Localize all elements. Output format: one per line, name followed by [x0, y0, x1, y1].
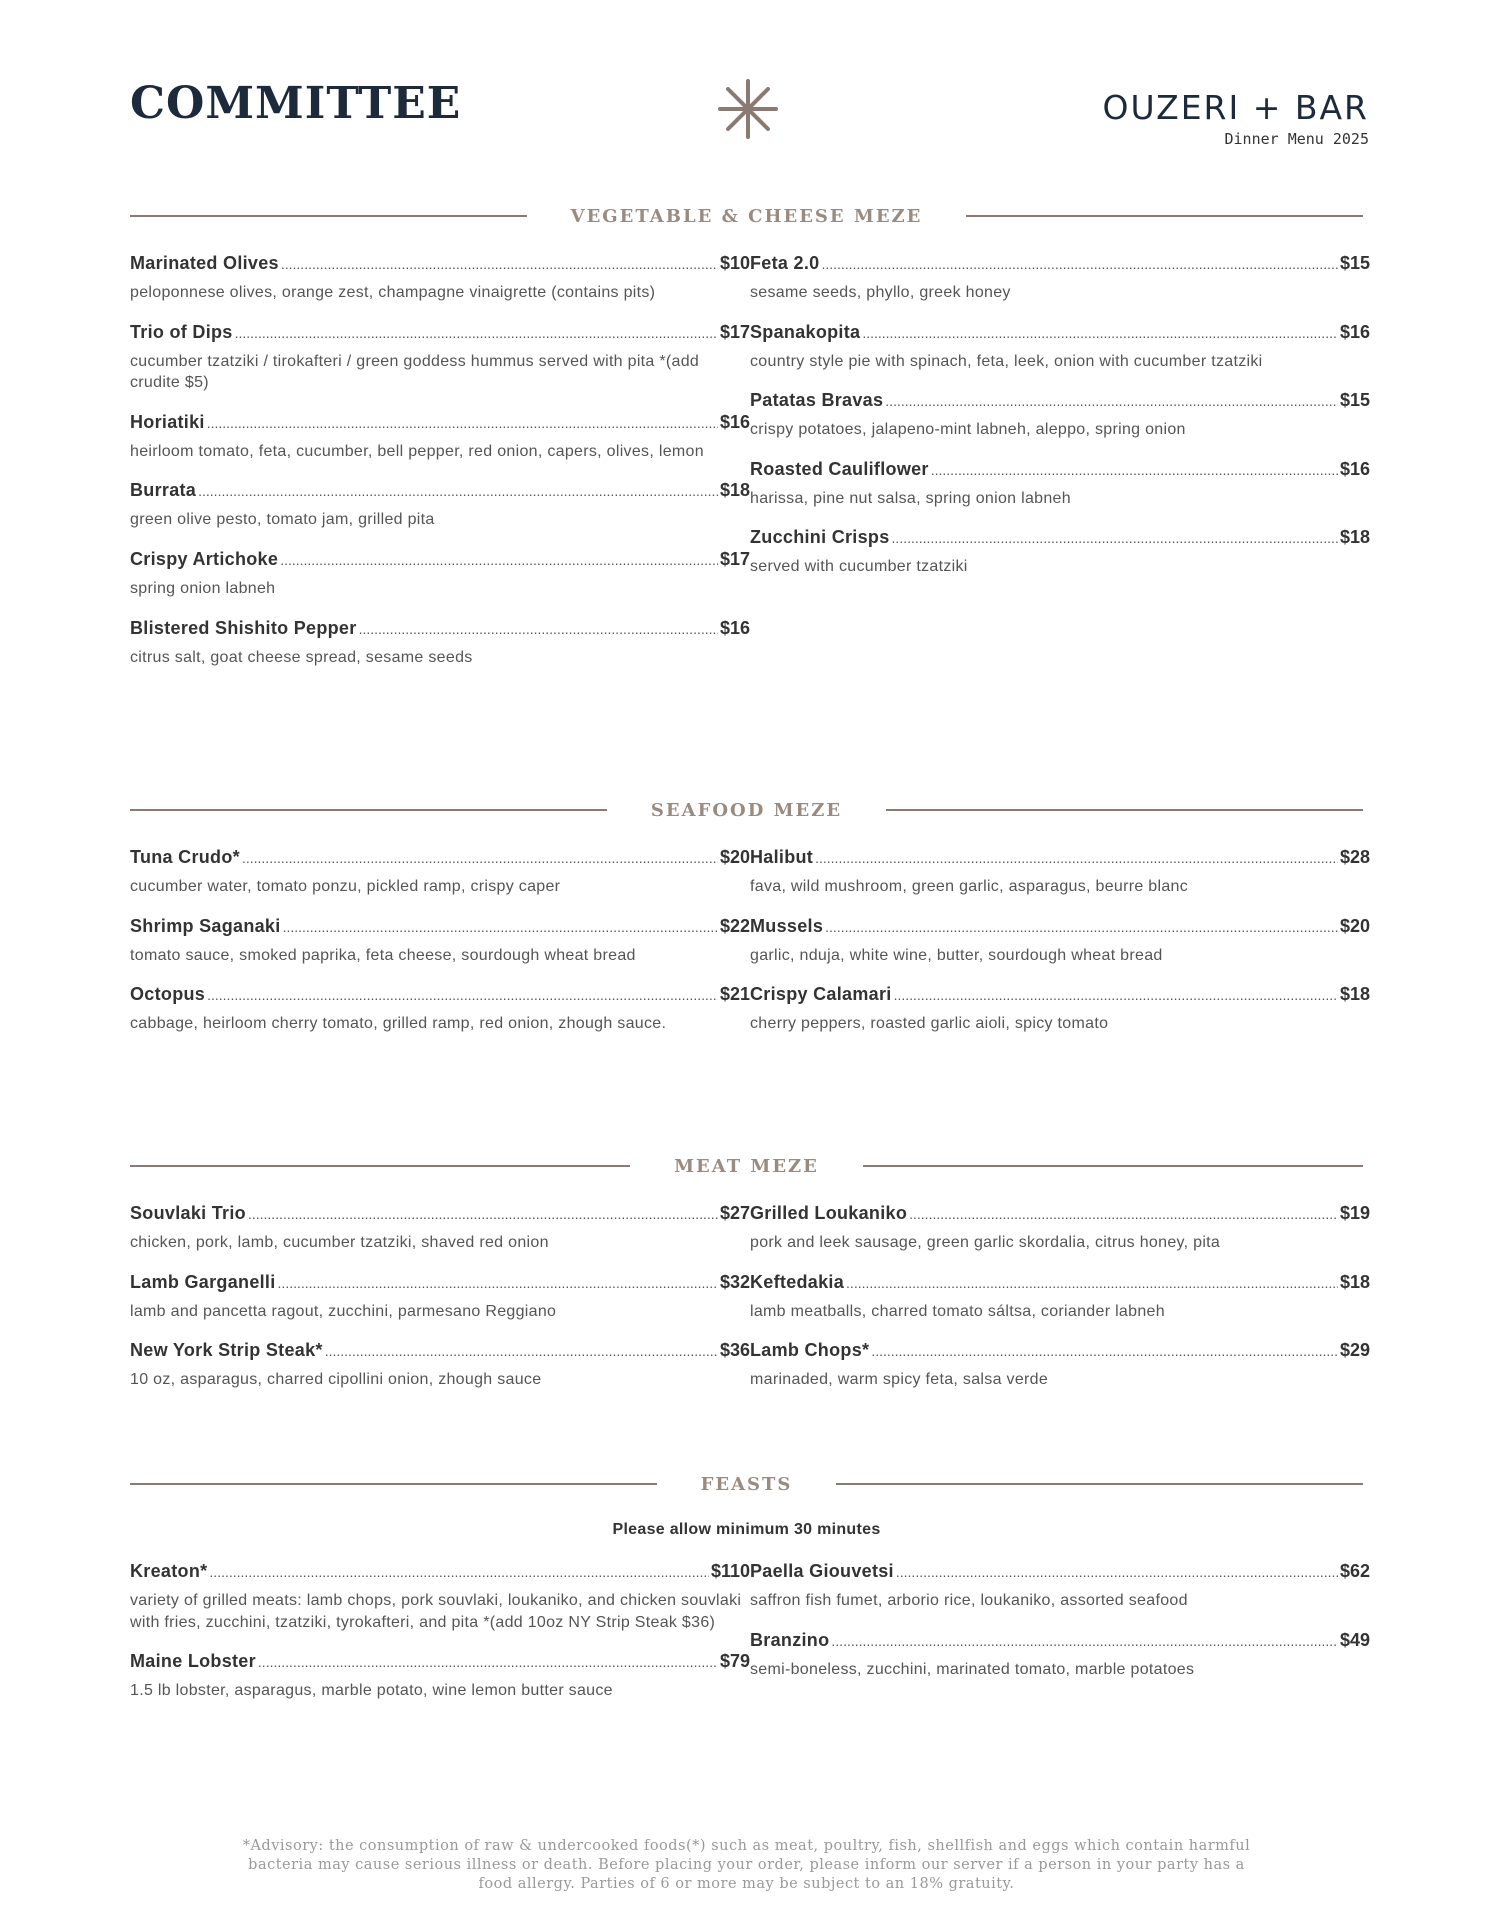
menu-item-header: [130, 412, 750, 433]
menu-item-description: cucumber water, tomato ponzu, pickled ramp, crispy caper: [130, 878, 561, 895]
menu-item-price: $79: [719, 1651, 750, 1672]
menu-item: [750, 984, 1370, 1035]
dot-leader: [862, 325, 1338, 341]
menu-item-header: [130, 1340, 750, 1361]
dot-leader: [278, 1275, 718, 1291]
section-title: FEASTS: [700, 1473, 793, 1495]
menu-item: [130, 253, 750, 304]
menu-item-name: Zucchini Crisps: [750, 527, 890, 548]
menu-item-header: [130, 253, 750, 274]
menu-item: [130, 916, 750, 967]
right-column: [750, 1561, 1370, 1720]
menu-item-header: [750, 1630, 1370, 1651]
menu-item-description: fava, wild mushroom, green garlic, asparagus, beurre blanc: [750, 878, 1189, 895]
section-meat: [130, 1151, 1370, 1409]
menu-item: [750, 1630, 1370, 1681]
menu-item-header: [750, 459, 1370, 480]
menu-item-name: Tuna Crudo*: [130, 847, 240, 867]
menu-item-description: saffron fish fumet, arborio rice, loukaniko, assorted seafood: [750, 1592, 1188, 1609]
venue-title: OUZERI + BAR: [1102, 88, 1369, 127]
menu-item: [130, 847, 750, 898]
menu-item-name: Trio of Dips: [130, 321, 233, 342]
menu-item-price: $21: [719, 984, 750, 1005]
menu-item: [130, 480, 750, 531]
menu-item: [130, 322, 750, 394]
menu-item-price: $18: [1339, 527, 1370, 548]
menu-item-name: Lamb Chops*: [750, 1340, 870, 1361]
menu-item-description: tomato sauce, smoked paprika, feta cheese, sourdough wheat bread: [130, 946, 636, 964]
menu-item-description: cabbage, heirloom cherry tomato, grilled ramp, red onion, zhough sauce.: [130, 1015, 667, 1033]
dot-leader: [909, 1206, 1338, 1222]
dot-leader: [281, 256, 718, 272]
menu-item: [130, 1651, 750, 1702]
divider: [130, 1165, 630, 1167]
menu-item-name: Souvlaki Trio: [130, 1203, 246, 1223]
menu-item-name: Mussels: [750, 915, 824, 936]
menu-item-header: [130, 549, 750, 570]
dot-leader: [359, 621, 718, 637]
menu-item-price: $17: [719, 548, 750, 569]
divider: [130, 215, 527, 217]
menu-item-description: pork and leek sausage, green garlic skordalia, citrus honey, pita: [750, 1234, 1221, 1251]
dot-leader: [831, 1633, 1338, 1649]
dot-leader: [209, 1564, 709, 1580]
menu-item-name: Halibut: [750, 847, 814, 867]
left-column: [130, 253, 750, 686]
menu-item-price: $32: [719, 1271, 750, 1292]
menu-item: [750, 322, 1370, 373]
menu-item: [130, 984, 750, 1035]
menu-item-description: garlic, nduja, white wine, butter, sourdough wheat bread: [750, 946, 1163, 964]
divider: [836, 1483, 1363, 1485]
menu-item-price: $28: [1339, 847, 1370, 867]
section-title: MEAT MEZE: [674, 1155, 819, 1177]
menu-item-price: $20: [1339, 915, 1370, 936]
feast-note: Please allow minimum 30 minutes: [612, 1521, 881, 1538]
dot-leader: [931, 462, 1338, 478]
right-column: [750, 847, 1370, 1053]
menu-item-header: [750, 1203, 1370, 1224]
asterisk-star-icon: [717, 78, 779, 140]
menu-item-description: sesame seeds, phyllo, greek honey: [750, 284, 1011, 301]
section-header: [130, 201, 1363, 231]
menu-item-description: spring onion labneh: [130, 579, 276, 597]
dot-leader: [242, 850, 718, 866]
menu-item-name: Grilled Loukaniko: [750, 1203, 908, 1223]
divider: [130, 809, 607, 811]
dot-leader: [885, 393, 1338, 409]
menu-item-price: $16: [719, 617, 750, 638]
divider: [886, 809, 1363, 811]
dot-leader: [198, 483, 718, 499]
divider: [966, 215, 1363, 217]
menu-item-header: [130, 847, 750, 868]
menu-item-description: citrus salt, goat cheese spread, sesame seeds: [130, 648, 473, 666]
menu-item-name: Keftedakia: [750, 1271, 845, 1292]
menu-item-price: $22: [719, 915, 750, 936]
menu-item: [750, 847, 1370, 898]
menu-item-price: $15: [1339, 390, 1370, 411]
dot-leader: [825, 919, 1338, 935]
menu-item-header: [750, 916, 1370, 937]
advisory-text: *Advisory: the consumption of raw & undercooked foods(*) such as meat, poultry, fish, shellfish and eggs which contain harmful bacteria may cause serious illness or death. Before placing your order, please inform our server if a person in your party has a food allergy. Parties of 6 or more may be subject to an 18% gratuity.: [242, 1838, 1251, 1892]
menu-item-header: [750, 984, 1370, 1005]
dot-leader: [258, 1654, 718, 1670]
menu-item-name: Patatas Bravas: [750, 390, 884, 411]
menu-item: [750, 1203, 1370, 1254]
menu-item-description: country style pie with spinach, feta, leek, onion with cucumber tzatziki: [750, 352, 1263, 370]
menu-item-price: $27: [719, 1203, 750, 1223]
dot-leader: [325, 1343, 718, 1359]
menu-item-name: Spanakopita: [750, 321, 861, 342]
menu-item-description: variety of grilled meats: lamb chops, pork souvlaki, loukaniko, and chicken souvlaki with fries, zucchini, tzatziki, tyrokafteri, and pita *(add 10oz NY Strip Steak $36): [130, 1592, 742, 1631]
menu-item-name: Roasted Cauliflower: [750, 458, 929, 479]
menu-item-price: $16: [719, 411, 750, 432]
menu-item-description: semi-boneless, zucchini, marinated tomato, marble potatoes: [750, 1660, 1195, 1678]
divider: [130, 1483, 657, 1485]
menu-item: [750, 527, 1370, 578]
menu-item-header: [130, 1203, 750, 1224]
menu-item-name: Crispy Artichoke: [130, 548, 279, 569]
dot-leader: [896, 1564, 1338, 1580]
menu-item-header: [750, 1340, 1370, 1361]
menu-item-price: $20: [719, 847, 750, 867]
menu-item-description: marinaded, warm spicy feta, salsa verde: [750, 1371, 1049, 1389]
menu-item-price: $19: [1339, 1203, 1370, 1223]
menu-item-header: [750, 527, 1370, 548]
right-column: [750, 253, 1370, 686]
menu-item-header: [130, 916, 750, 937]
menu-item-description: cherry peppers, roasted garlic aioli, spicy tomato: [750, 1015, 1109, 1033]
menu-item-description: green olive pesto, tomato jam, grilled pita: [130, 511, 435, 529]
menu-item-description: cucumber tzatziki / tirokafteri / green goddess hummus served with pita *(add crudite $5): [130, 352, 700, 392]
section-header: [130, 1469, 1363, 1499]
menu-item-description: 10 oz, asparagus, charred cipollini onion, zhough sauce: [130, 1371, 542, 1389]
menu-item-description: crispy potatoes, jalapeno-mint labneh, aleppo, spring onion: [750, 421, 1186, 439]
menu-item: [130, 1272, 750, 1323]
menu-item: [130, 1340, 750, 1391]
menu-item-description: served with cucumber tzatziki: [750, 558, 968, 576]
menu-item-header: [130, 618, 750, 639]
header-right: [1103, 88, 1369, 148]
section-title: VEGETABLE & CHEESE MEZE: [570, 205, 923, 227]
menu-item-price: $29: [1339, 1340, 1370, 1361]
menu-item-price: $18: [1339, 984, 1370, 1005]
dot-leader: [283, 919, 718, 935]
menu-item-name: Octopus: [130, 984, 206, 1005]
menu-item-name: New York Strip Steak*: [130, 1340, 323, 1361]
left-column: [130, 1561, 750, 1720]
dot-leader: [207, 415, 718, 431]
menu-item: [750, 1340, 1370, 1391]
menu-item-header: [130, 1651, 750, 1672]
menu-item-name: Paella Giouvetsi: [750, 1561, 894, 1581]
menu-item: [750, 459, 1370, 510]
menu-item: [750, 916, 1370, 967]
menu-item-name: Feta 2.0: [750, 253, 820, 273]
menu-item-header: [130, 1561, 750, 1582]
menu-item: [750, 1272, 1370, 1323]
menu-item-header: [130, 480, 750, 501]
menu-item-name: Marinated Olives: [130, 253, 279, 273]
menu-item-description: lamb and pancetta ragout, zucchini, parmesano Reggiano: [130, 1302, 557, 1320]
menu-item-price: $16: [1339, 321, 1370, 342]
dot-leader: [815, 850, 1338, 866]
menu-item-header: [130, 984, 750, 1005]
dot-leader: [207, 987, 718, 1003]
menu-item-name: Shrimp Saganaki: [130, 915, 281, 936]
section-header: [130, 1151, 1363, 1181]
dot-leader: [892, 530, 1338, 546]
dot-leader: [871, 1343, 1338, 1359]
menu-item-header: [750, 1272, 1370, 1293]
left-column: [130, 847, 750, 1053]
menu-item-price: $18: [1339, 1271, 1370, 1292]
menu-item: [130, 1561, 750, 1633]
menu-item-price: $62: [1339, 1561, 1370, 1581]
menu-item-name: Branzino: [750, 1629, 830, 1650]
menu-item: [130, 1203, 750, 1254]
menu-item-description: chicken, pork, lamb, cucumber tzatziki, shaved red onion: [130, 1234, 549, 1251]
menu-item-name: Lamb Garganelli: [130, 1271, 276, 1292]
menu-item-description: lamb meatballs, charred tomato sáltsa, coriander labneh: [750, 1302, 1165, 1320]
menu-item-name: Crispy Calamari: [750, 984, 892, 1005]
section-feasts: [130, 1469, 1370, 1720]
menu-item: [130, 618, 750, 669]
menu-item-header: [130, 322, 750, 343]
menu-item-price: $36: [719, 1340, 750, 1361]
menu-item: [750, 390, 1370, 441]
menu-item-header: [750, 1561, 1370, 1582]
left-column: [130, 1203, 750, 1409]
menu-item: [750, 1561, 1370, 1612]
dot-leader: [846, 1275, 1338, 1291]
menu-item-price: $17: [719, 321, 750, 342]
menu-item-name: Blistered Shishito Pepper: [130, 617, 357, 638]
divider: [863, 1165, 1363, 1167]
dot-leader: [821, 256, 1338, 272]
menu-item-description: 1.5 lb lobster, asparagus, marble potato, wine lemon butter sauce: [130, 1682, 613, 1700]
menu-item-header: [750, 253, 1370, 274]
menu-item-price: $49: [1339, 1629, 1370, 1650]
menu-item-price: $110: [710, 1561, 750, 1581]
section-seafood: [130, 795, 1370, 1053]
menu-item-name: Kreaton*: [130, 1561, 208, 1581]
menu-item: [130, 412, 750, 463]
menu-item-price: $15: [1339, 253, 1370, 273]
menu-item: [130, 549, 750, 600]
dot-leader: [235, 325, 718, 341]
menu-item-price: $18: [719, 480, 750, 501]
section-title: SEAFOOD MEZE: [650, 799, 843, 821]
menu-subtitle: Dinner Menu 2025: [1224, 130, 1369, 148]
menu-item-header: [750, 322, 1370, 343]
brand-logo: COMMITTEE: [130, 78, 462, 129]
menu-item-description: heirloom tomato, feta, cucumber, bell pepper, red onion, capers, olives, lemon: [130, 442, 704, 460]
menu-item-name: Horiatiki: [130, 411, 205, 432]
menu-item-header: [750, 390, 1370, 411]
menu-item-description: peloponnese olives, orange zest, champagne vinaigrette (contains pits): [130, 284, 656, 301]
right-column: [750, 1203, 1370, 1409]
menu-item-header: [130, 1272, 750, 1293]
menu-item-header: [750, 847, 1370, 868]
menu-item-name: Burrata: [130, 480, 197, 501]
menu-item: [750, 253, 1370, 304]
menu-item-price: $10: [719, 253, 750, 273]
dot-leader: [894, 987, 1338, 1003]
menu-item-description: harissa, pine nut salsa, spring onion labneh: [750, 489, 1071, 507]
section-vegetable-cheese: [130, 201, 1370, 686]
menu-item-price: $16: [1339, 458, 1370, 479]
dot-leader: [248, 1206, 718, 1222]
dot-leader: [280, 552, 718, 568]
menu-item-name: Maine Lobster: [130, 1651, 256, 1672]
section-header: [130, 795, 1363, 825]
